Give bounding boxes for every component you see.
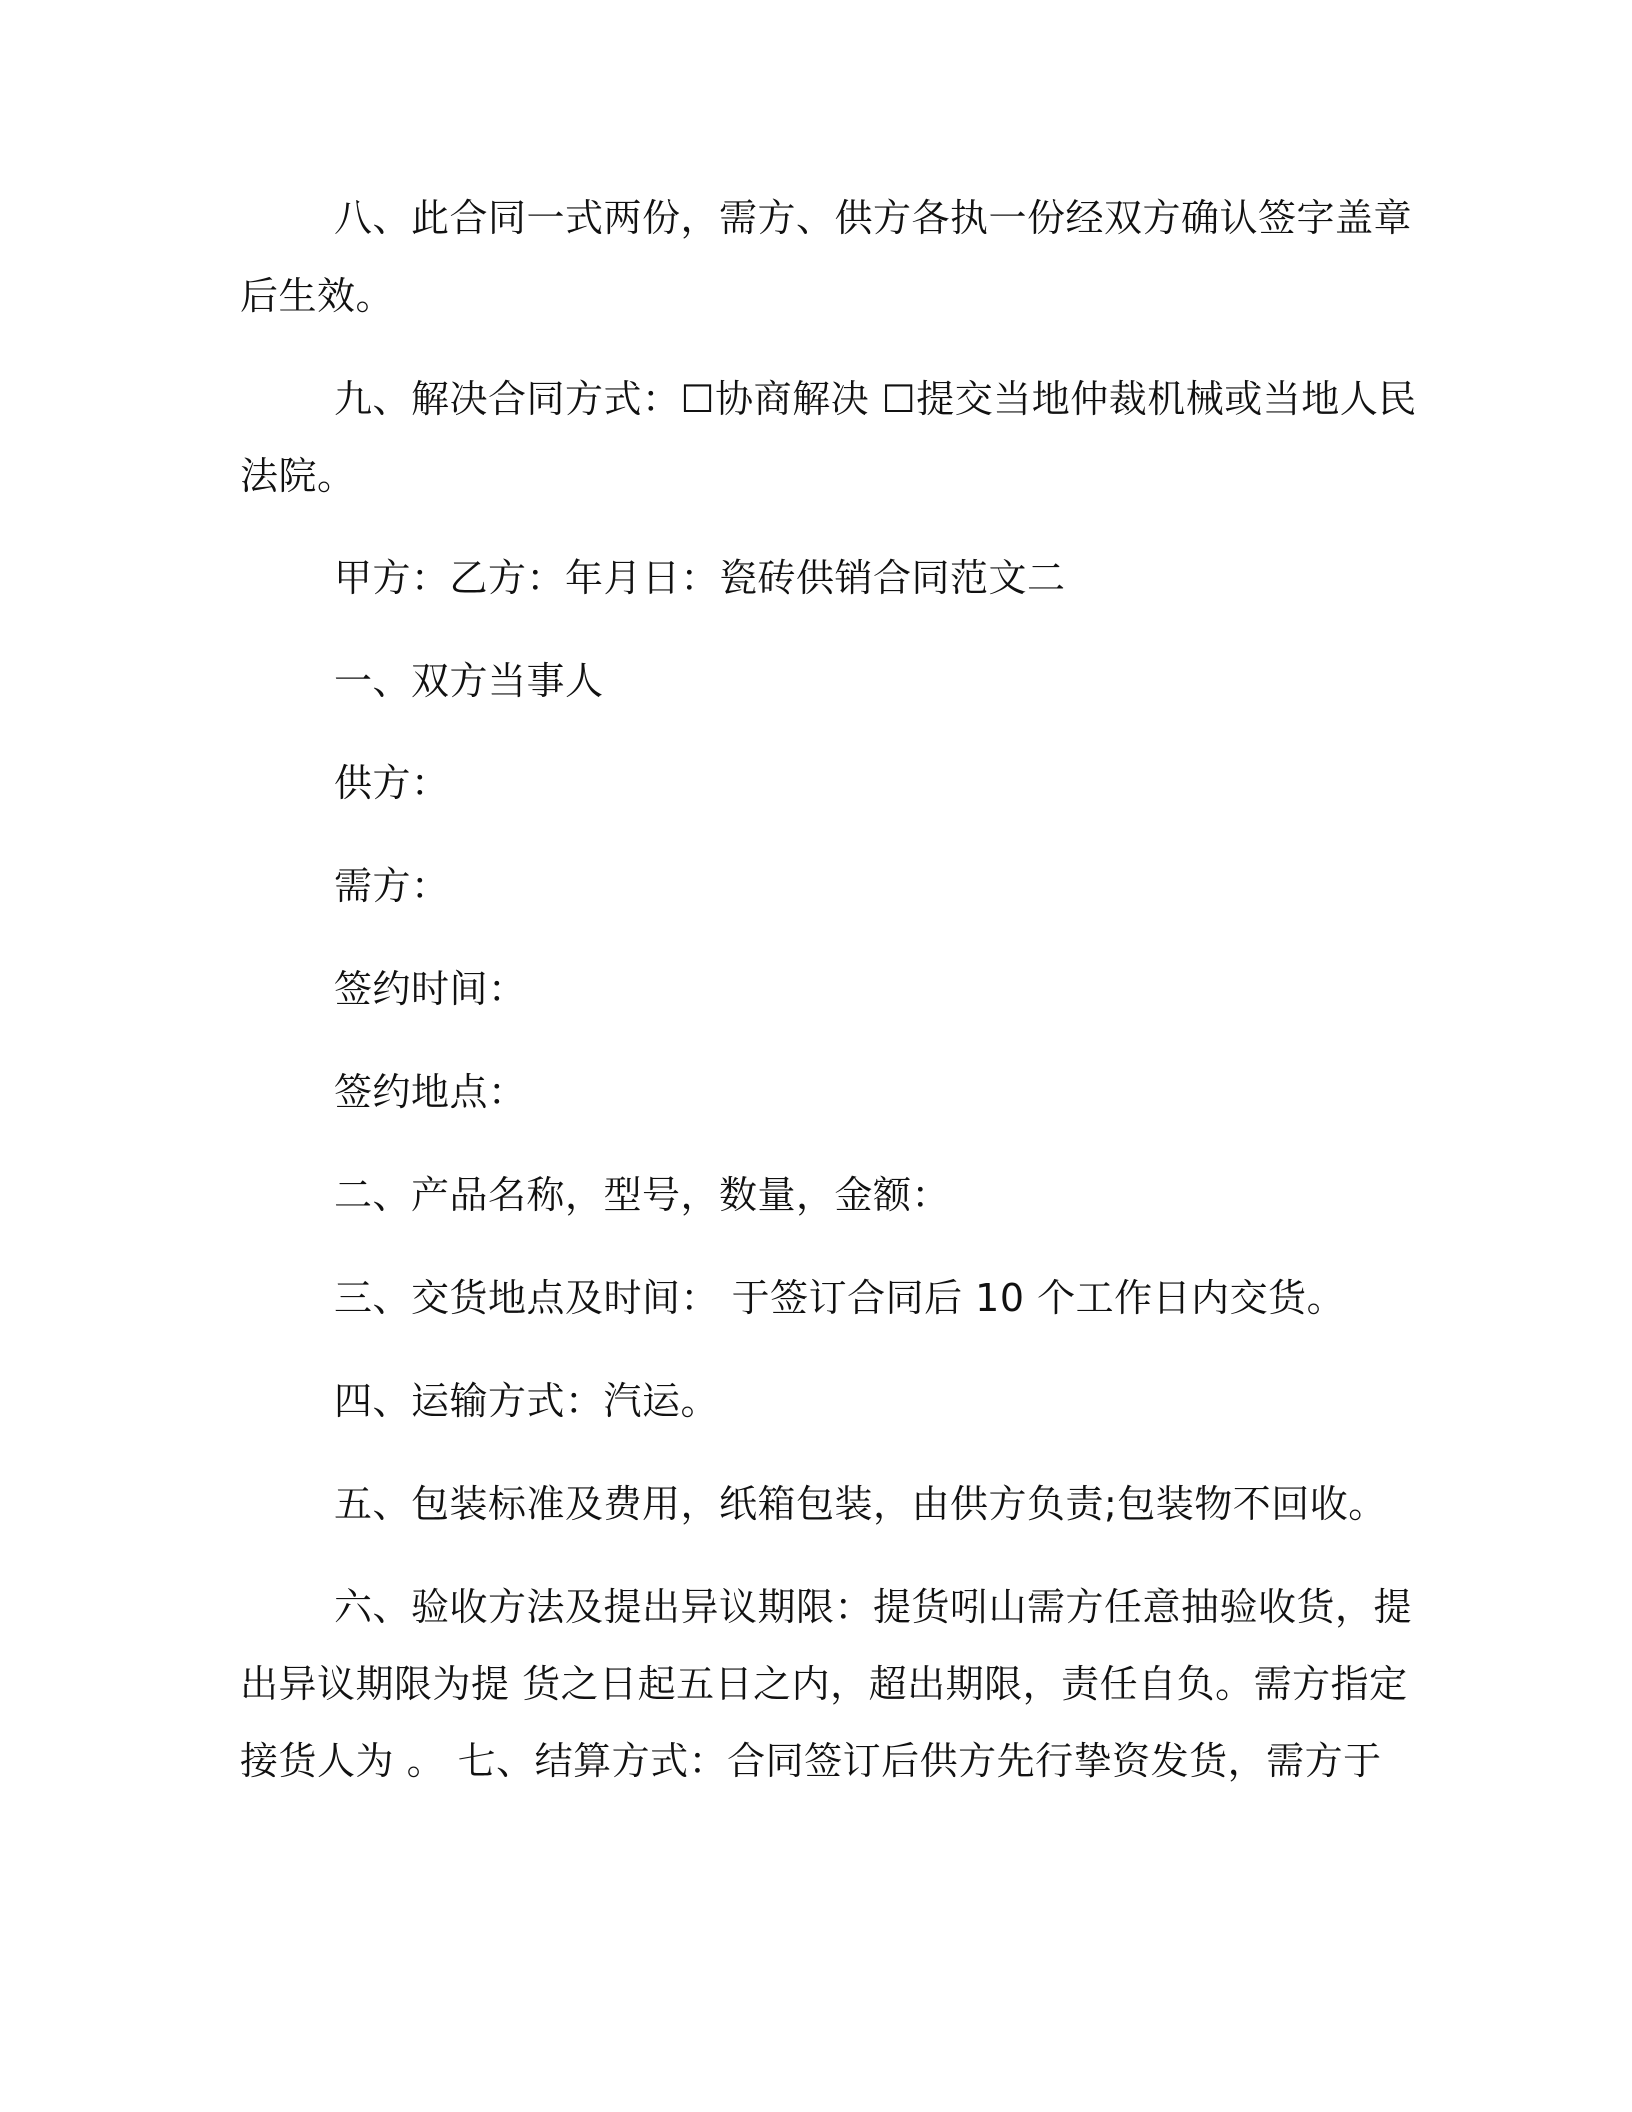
- section-6-line-3: 接货人为 。 七、结算方式：合同签订后供方先行挚资发货，需方于: [240, 1739, 1382, 1783]
- section-6-line-1: 六、验收方法及提出异议期限：提货吲山需方任意抽验收货，提: [334, 1585, 1413, 1629]
- supplier-field: 供方：: [334, 761, 450, 805]
- clause-9-line-2: 法院。: [240, 454, 356, 498]
- clause-8-line-1: 八、此合同一式两份，需方、供方各执一份经双方确认签字盖章: [334, 196, 1413, 240]
- signing-time-field: 签约时间：: [334, 967, 527, 1011]
- signing-place-field: 签约地点：: [334, 1070, 527, 1114]
- section-4-line: 四、运输方式：汽运。: [334, 1379, 720, 1423]
- section-1-heading: 一、双方当事人: [334, 659, 604, 703]
- buyer-field: 需方：: [334, 864, 450, 908]
- signature-heading: 甲方：乙方：年月日：瓷砖供销合同范文二: [334, 556, 1066, 600]
- clause-8-line-2: 后生效。: [240, 274, 395, 318]
- section-5-line: 五、包装标准及费用，纸箱包装，由供方负责;包装物不回收。: [334, 1482, 1387, 1526]
- clause-9-line-1: 九、解决合同方式：☐协商解决 ☐提交当地仲裁机械或当地人民: [334, 377, 1417, 421]
- section-2-line: 二、产品名称，型号，数量，金额：: [334, 1173, 951, 1217]
- section-6-line-2: 出异议期限为提 货之日起五日之内，超出期限，责任自负。需方指定: [240, 1662, 1408, 1706]
- section-3-line: 三、交货地点及时间： 于签订合同后 10 个工作日内交货。: [334, 1276, 1346, 1320]
